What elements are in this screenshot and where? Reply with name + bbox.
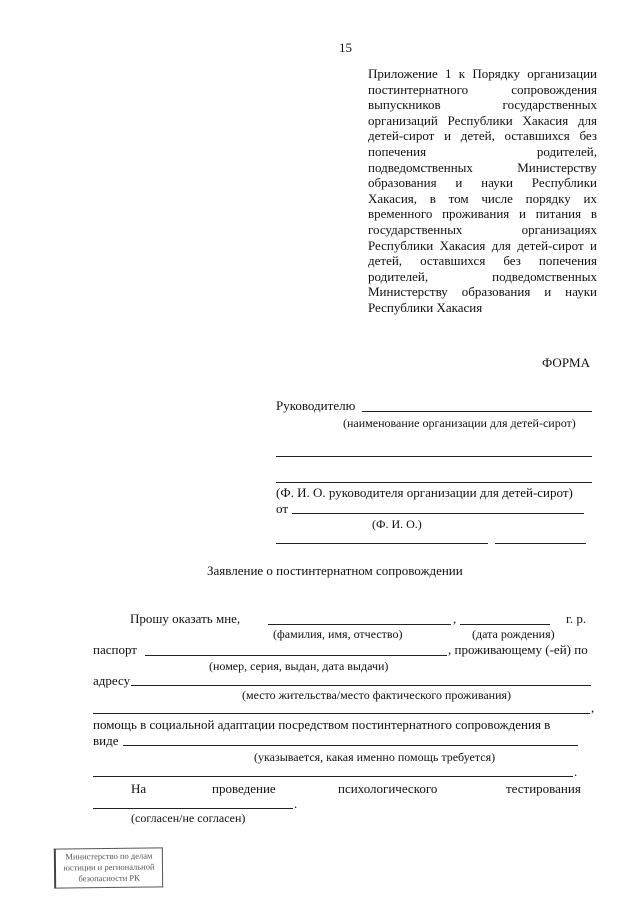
help-hint: (указывается, какая именно помощь требуется) — [254, 750, 496, 764]
form-of-help-label: виде — [93, 733, 119, 748]
test-word-4: тестирования — [506, 781, 581, 796]
head-fio-line[interactable] — [276, 482, 592, 483]
help-dot: . — [574, 764, 578, 779]
help-form-line-2[interactable] — [93, 776, 573, 777]
stamp-line-2: юстиции и региональной — [63, 861, 155, 873]
appendix-text: Приложение 1 к Порядку организации постинтернатного сопровождения выпускников государственных организаций Республики Хакасия для детей-сирот и детей, оставшихся без попечения родителей, подведомственных Министерству образования и науки Республики Хакасия, в том числе порядку их временного проживания и питания в государственных организациях Республики Хакасия для детей-сирот и детей, оставшихся без попечения родителей, подведомственных Министерству образования и науки Республики Хакасия — [368, 66, 597, 315]
org-name-line-2[interactable] — [276, 456, 592, 457]
registration-stamp — [54, 847, 163, 888]
passport-line[interactable] — [145, 655, 447, 656]
fullname-hint: (фамилия, имя, отчество) — [273, 627, 403, 641]
consent-dot: . — [294, 796, 298, 811]
org-hint: (наименование организации для детей-сирот) — [343, 416, 576, 430]
help-form-line[interactable] — [123, 745, 578, 746]
consent-line[interactable] — [93, 808, 293, 809]
test-word-1: На — [131, 781, 147, 796]
birth-year-suffix: г. р. — [566, 611, 587, 626]
address-hint: (место жительства/место фактического проживания) — [242, 688, 512, 702]
address-dot: , — [591, 700, 595, 715]
applicant-fio-line-2a[interactable] — [276, 543, 488, 544]
head-fio-hint: (Ф. И. О. руководителя организации для детей-сирот) — [276, 485, 573, 500]
page-number: 15 — [339, 40, 352, 55]
org-name-line[interactable] — [362, 411, 592, 412]
to-label: Руководителю — [276, 398, 356, 413]
living-suffix: , проживающему (-ей) по — [448, 642, 588, 657]
comma: , — [453, 611, 457, 626]
applicant-fio-line-2b[interactable] — [495, 543, 586, 544]
stamp-line-3: безопасности РК — [78, 872, 140, 884]
fio-hint: (Ф. И. О.) — [372, 517, 422, 531]
address-line[interactable] — [131, 685, 591, 686]
test-word-2: проведение — [212, 781, 276, 796]
consent-hint: (согласен/не согласен) — [131, 811, 246, 825]
passport-label: паспорт — [93, 642, 137, 657]
form-label: ФОРМА — [542, 355, 590, 370]
statement-title: Заявление о постинтернатном сопровождении — [207, 563, 463, 578]
passport-hint: (номер, серия, выдан, дата выдачи) — [209, 659, 389, 673]
address-line-2[interactable] — [93, 713, 590, 714]
birth-hint: (дата рождения) — [472, 627, 555, 641]
request-label: Прошу оказать мне, — [130, 611, 241, 626]
appendix-caption — [368, 66, 597, 316]
birth-year-line[interactable] — [460, 624, 550, 625]
stamp-line-1: Министерство по делам — [65, 850, 153, 862]
address-label: адресу — [93, 673, 131, 688]
test-word-3: психологического — [338, 781, 438, 796]
help-text: помощь в социальной адаптации посредством постинтернатного сопровождения в — [93, 717, 551, 732]
applicant-fio-line[interactable] — [292, 513, 584, 514]
from-label: от — [276, 501, 289, 516]
fullname-line[interactable] — [268, 624, 451, 625]
